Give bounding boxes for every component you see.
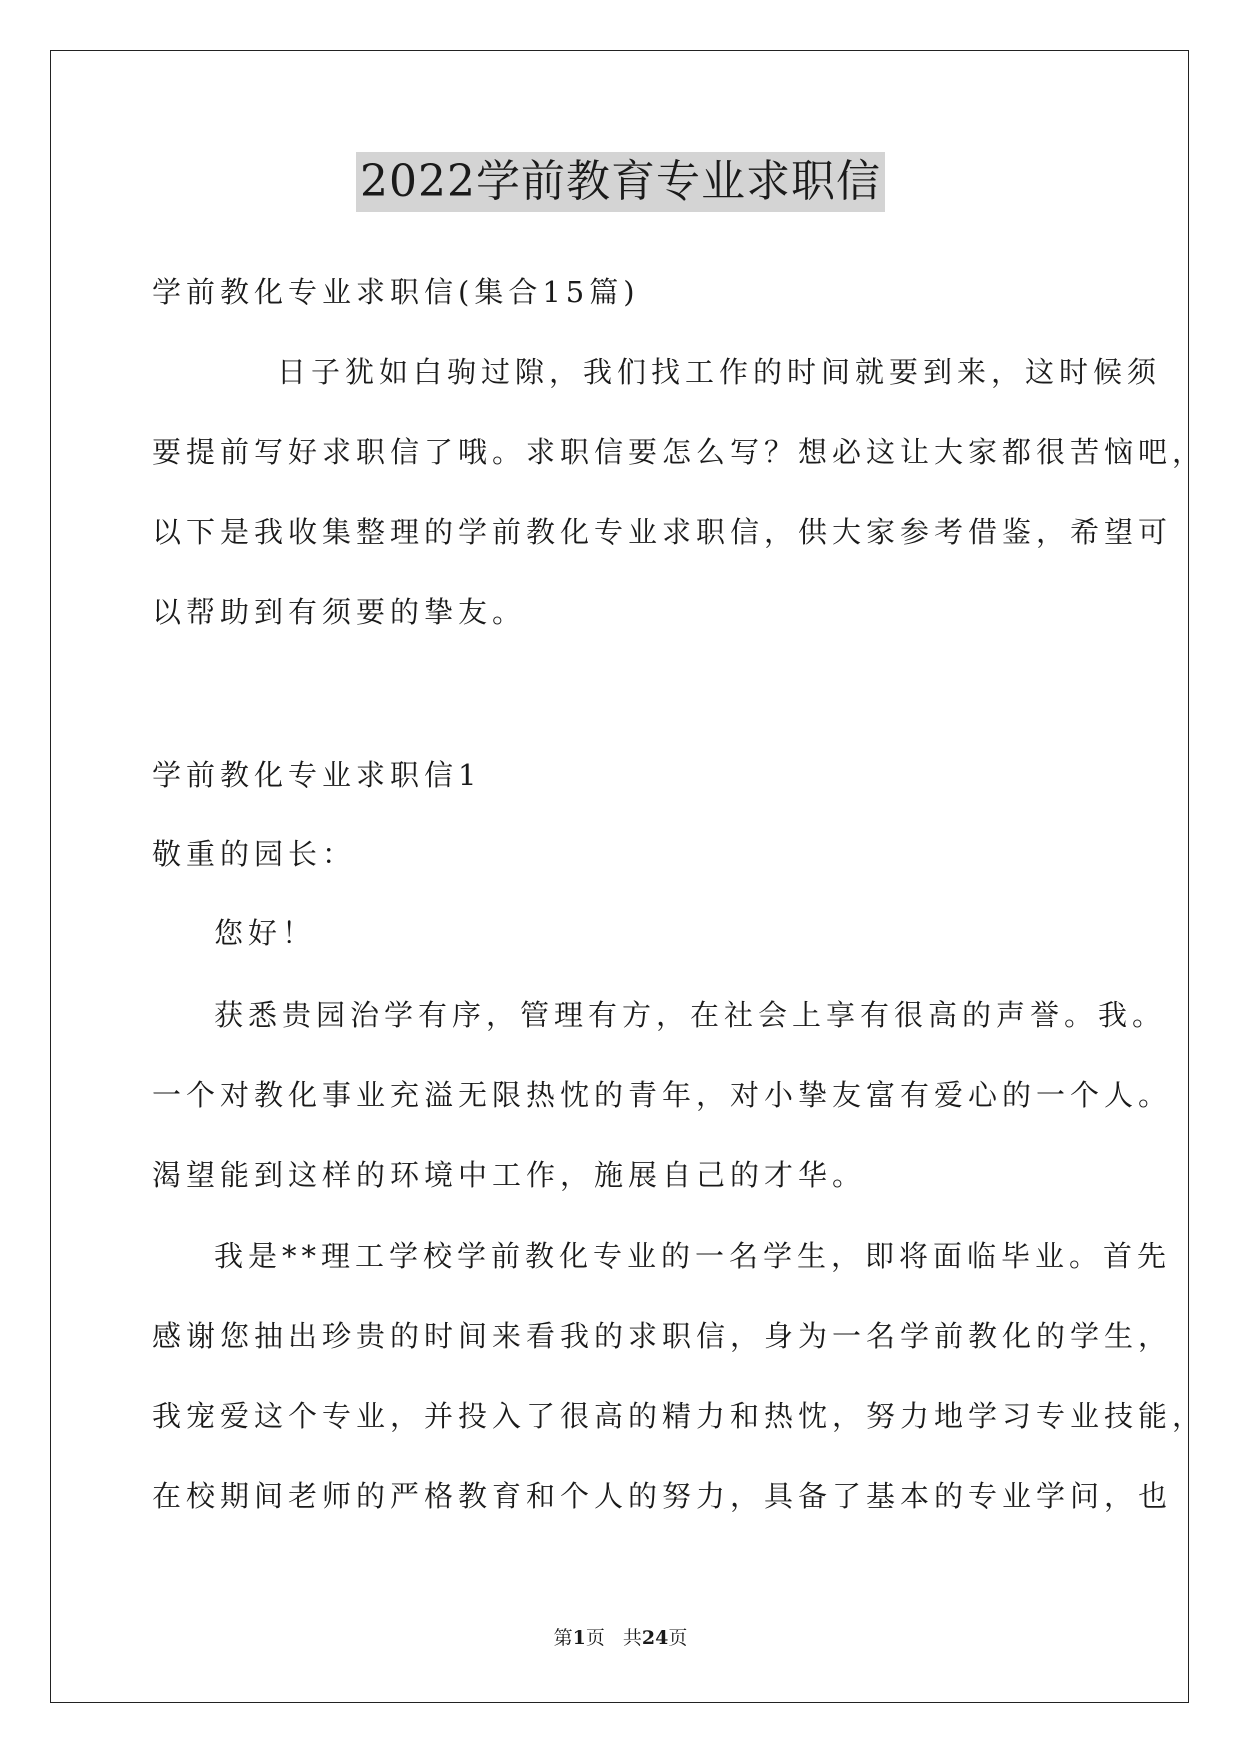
page-footer [0, 1626, 1241, 1650]
total-prefix: 共 [622, 1627, 642, 1649]
intro-line: 日子犹如白驹过隙，我们找工作的时间就要到来，这时候须 [277, 355, 1162, 389]
page-prefix: 第 [553, 1627, 573, 1649]
paragraph-line: 我是**理工学校学前教化专业的一名学生，即将面临毕业。首先 [214, 1239, 1172, 1273]
intro-line: 以帮助到有须要的挚友。 [152, 595, 527, 629]
paragraph-line: 一个对教化事业充溢无限热忱的青年，对小挚友富有爱心的一个人。 [152, 1078, 1173, 1112]
page-suffix: 页 [585, 1627, 605, 1649]
salutation: 敬重的园长： [152, 837, 357, 871]
subtitle: 学前教化专业求职信(集合15篇) [152, 275, 640, 309]
total-suffix: 页 [668, 1627, 688, 1649]
paragraph-line: 感谢您抽出珍贵的时间来看我的求职信，身为一名学前教化的学生， [152, 1319, 1173, 1353]
total-pages: 24 [641, 1627, 669, 1649]
page-number: 1 [572, 1627, 586, 1649]
intro-line: 以下是我收集整理的学前教化专业求职信，供大家参考借鉴，希望可 [152, 515, 1173, 549]
title-container [0, 152, 1241, 212]
section-heading: 学前教化专业求职信1 [152, 758, 482, 792]
paragraph-line: 获悉贵园治学有序，管理有方，在社会上享有很高的声誉。我。 [214, 998, 1167, 1032]
greeting: 您好！ [214, 916, 317, 950]
intro-line: 要提前写好求职信了哦。求职信要怎么写？想必这让大家都很苦恼吧， [152, 435, 1207, 469]
paragraph-line: 渴望能到这样的环境中工作，施展自己的才华。 [152, 1158, 867, 1192]
paragraph-line: 在校期间老师的严格教育和个人的努力，具备了基本的专业学问，也 [152, 1479, 1173, 1513]
document-title: 2022学前教育专业求职信 [356, 152, 885, 212]
paragraph-line: 我宠爱这个专业，并投入了很高的精力和热忱，努力地学习专业技能， [152, 1399, 1207, 1433]
